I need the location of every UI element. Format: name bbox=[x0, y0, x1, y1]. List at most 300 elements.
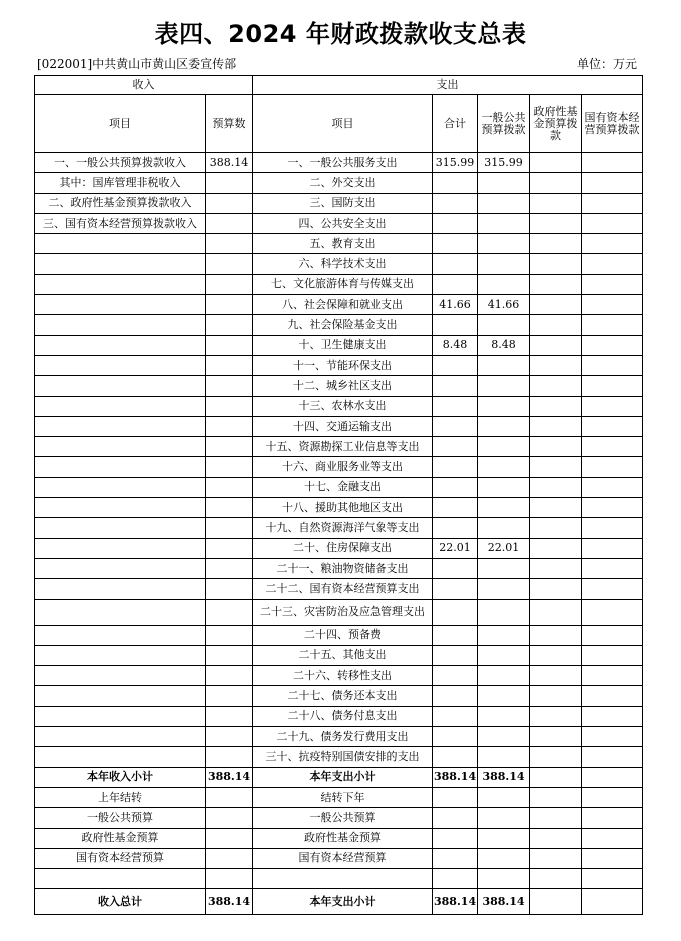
state-capital-cell bbox=[582, 518, 643, 538]
expense-total-cell: 41.66 bbox=[433, 295, 478, 315]
expense-total-cell: 8.48 bbox=[433, 335, 478, 355]
expense-total-cell bbox=[433, 645, 478, 665]
fund-budget-cell bbox=[530, 767, 582, 787]
expense-total-cell bbox=[433, 518, 478, 538]
income-budget-cell bbox=[206, 254, 253, 274]
income-item-cell bbox=[35, 706, 206, 726]
fund-budget-header: 政府性基金预算拨款 bbox=[530, 95, 582, 153]
income-item-cell bbox=[35, 315, 206, 335]
fund-budget-cell bbox=[530, 416, 582, 436]
state-capital-cell bbox=[582, 396, 643, 416]
state-capital-cell bbox=[582, 295, 643, 315]
expense-item-cell: 八、社会保障和就业支出 bbox=[253, 295, 433, 315]
expense-total-cell: 22.01 bbox=[433, 538, 478, 558]
income-item-cell: 三、国有资本经营预算拨款收入 bbox=[35, 213, 206, 233]
state-capital-cell bbox=[582, 767, 643, 787]
expense-total-cell bbox=[433, 254, 478, 274]
table-row bbox=[35, 376, 643, 396]
fund-budget-cell bbox=[530, 295, 582, 315]
general-budget-header: 一般公共预算拨款 bbox=[478, 95, 530, 153]
expense-total-cell bbox=[433, 666, 478, 686]
table-row bbox=[35, 274, 643, 294]
table-row bbox=[35, 498, 643, 518]
income-item-cell bbox=[35, 666, 206, 686]
state-capital-cell bbox=[582, 706, 643, 726]
table-row bbox=[35, 254, 643, 274]
expense-item-cell: 六、科学技术支出 bbox=[253, 254, 433, 274]
expense-total-cell bbox=[433, 848, 478, 868]
expense-item-cell: 二十四、预备费 bbox=[253, 625, 433, 645]
general-budget-cell bbox=[478, 645, 530, 665]
general-budget-cell bbox=[478, 787, 530, 807]
income-item-cell bbox=[35, 396, 206, 416]
income-item-cell bbox=[35, 498, 206, 518]
expense-item-cell: 四、公共安全支出 bbox=[253, 213, 433, 233]
state-capital-cell bbox=[582, 666, 643, 686]
fund-budget-cell bbox=[530, 645, 582, 665]
expense-total-cell bbox=[433, 274, 478, 294]
income-item-cell: 一般公共预算 bbox=[35, 808, 206, 828]
general-budget-cell bbox=[478, 558, 530, 578]
state-capital-cell bbox=[582, 274, 643, 294]
table-row bbox=[35, 234, 643, 254]
header-row-2 bbox=[35, 95, 643, 153]
income-budget-cell bbox=[206, 193, 253, 213]
budget-table bbox=[34, 75, 643, 915]
income-item-cell bbox=[35, 558, 206, 578]
income-item-cell bbox=[35, 538, 206, 558]
income-header: 收入 bbox=[35, 76, 253, 95]
income-budget-cell bbox=[206, 848, 253, 868]
table-row bbox=[35, 335, 643, 355]
income-budget-cell bbox=[206, 625, 253, 645]
fund-budget-cell bbox=[530, 254, 582, 274]
carry-row bbox=[35, 848, 643, 868]
general-budget-cell bbox=[478, 727, 530, 747]
fund-budget-cell bbox=[530, 808, 582, 828]
state-capital-cell bbox=[582, 355, 643, 375]
expense-total-cell bbox=[433, 355, 478, 375]
general-budget-cell: 388.14 bbox=[478, 767, 530, 787]
table-row bbox=[35, 747, 643, 767]
table-row bbox=[35, 727, 643, 747]
state-capital-cell bbox=[582, 498, 643, 518]
fund-budget-cell bbox=[530, 396, 582, 416]
budget-header: 预算数 bbox=[206, 95, 253, 153]
state-capital-cell bbox=[582, 645, 643, 665]
income-budget-cell bbox=[206, 747, 253, 767]
general-budget-cell: 8.48 bbox=[478, 335, 530, 355]
fund-budget-cell bbox=[530, 498, 582, 518]
expense-item-cell: 十三、农林水支出 bbox=[253, 396, 433, 416]
expense-total-cell bbox=[433, 498, 478, 518]
state-capital-cell bbox=[582, 234, 643, 254]
expense-item-cell: 一、一般公共服务支出 bbox=[253, 153, 433, 173]
general-budget-cell bbox=[478, 706, 530, 726]
income-item-cell bbox=[35, 295, 206, 315]
table-row bbox=[35, 437, 643, 457]
fund-budget-cell bbox=[530, 335, 582, 355]
income-budget-cell bbox=[206, 727, 253, 747]
income-budget-cell bbox=[206, 498, 253, 518]
total-header: 合计 bbox=[433, 95, 478, 153]
income-budget-cell bbox=[206, 315, 253, 335]
expense-total-cell bbox=[433, 213, 478, 233]
expense-total-cell bbox=[433, 396, 478, 416]
income-budget-cell bbox=[206, 437, 253, 457]
expense-total-cell bbox=[433, 315, 478, 335]
table-row bbox=[35, 396, 643, 416]
fund-budget-cell bbox=[530, 173, 582, 193]
table-row bbox=[35, 706, 643, 726]
general-budget-cell bbox=[478, 234, 530, 254]
expense-item-cell: 二十七、债务还本支出 bbox=[253, 686, 433, 706]
income-budget-cell bbox=[206, 518, 253, 538]
state-capital-cell bbox=[582, 457, 643, 477]
income-item-cell: 政府性基金预算 bbox=[35, 828, 206, 848]
expense-total-cell bbox=[433, 193, 478, 213]
expense-item-cell: 三十、抗疫特别国债安排的支出 bbox=[253, 747, 433, 767]
general-budget-cell: 41.66 bbox=[478, 295, 530, 315]
general-budget-cell bbox=[478, 477, 530, 497]
general-budget-cell bbox=[478, 599, 530, 625]
fund-budget-cell bbox=[530, 437, 582, 457]
expense-item-cell: 十六、商业服务业等支出 bbox=[253, 457, 433, 477]
income-item-cell bbox=[35, 625, 206, 645]
fund-budget-cell bbox=[530, 518, 582, 538]
income-item-cell: 一、一般公共预算拨款收入 bbox=[35, 153, 206, 173]
table-row bbox=[35, 457, 643, 477]
table-row bbox=[35, 538, 643, 558]
fund-budget-cell bbox=[530, 869, 582, 889]
fund-budget-cell bbox=[530, 848, 582, 868]
state-capital-cell bbox=[582, 625, 643, 645]
fund-budget-cell bbox=[530, 747, 582, 767]
expense-total-cell: 315.99 bbox=[433, 153, 478, 173]
income-budget-cell bbox=[206, 666, 253, 686]
income-item-cell bbox=[35, 599, 206, 625]
expense-item-cell: 十二、城乡社区支出 bbox=[253, 376, 433, 396]
page-title: 表四、2024 年财政拨款收支总表 bbox=[154, 20, 527, 48]
table-row bbox=[35, 315, 643, 335]
fund-budget-cell bbox=[530, 274, 582, 294]
expense-item-cell: 五、教育支出 bbox=[253, 234, 433, 254]
expense-total-cell bbox=[433, 828, 478, 848]
state-capital-cell bbox=[582, 315, 643, 335]
table-row bbox=[35, 153, 643, 173]
expense-total-cell bbox=[433, 457, 478, 477]
general-budget-cell bbox=[478, 498, 530, 518]
state-capital-cell bbox=[582, 193, 643, 213]
income-item-cell bbox=[35, 747, 206, 767]
expense-item-cell: 本年支出小计 bbox=[253, 767, 433, 787]
carry-row bbox=[35, 787, 643, 807]
unit-label: 单位：万元 bbox=[576, 57, 637, 71]
expense-total-cell bbox=[433, 747, 478, 767]
table-row bbox=[35, 295, 643, 315]
expense-total-cell: 388.14 bbox=[433, 767, 478, 787]
expense-header: 支出 bbox=[253, 76, 643, 95]
state-capital-cell bbox=[582, 747, 643, 767]
fund-budget-cell bbox=[530, 625, 582, 645]
table-row bbox=[35, 173, 643, 193]
fund-budget-cell bbox=[530, 599, 582, 625]
income-item-cell: 本年收入小计 bbox=[35, 767, 206, 787]
income-item-cell bbox=[35, 477, 206, 497]
general-budget-cell bbox=[478, 747, 530, 767]
income-item-cell: 国有资本经营预算 bbox=[35, 848, 206, 868]
table-row bbox=[35, 416, 643, 436]
table-row bbox=[35, 686, 643, 706]
table-row bbox=[35, 579, 643, 599]
carry-row bbox=[35, 828, 643, 848]
fund-budget-cell bbox=[530, 376, 582, 396]
expense-item-cell bbox=[253, 869, 433, 889]
department-label: [022001]中共黄山市黄山区委宣传部 bbox=[37, 57, 237, 71]
fund-budget-cell bbox=[530, 193, 582, 213]
general-budget-cell bbox=[478, 213, 530, 233]
expense-item-cell: 十九、自然资源海洋气象等支出 bbox=[253, 518, 433, 538]
table-row bbox=[35, 213, 643, 233]
expense-total-cell bbox=[433, 686, 478, 706]
expense-item-cell: 二十八、债务付息支出 bbox=[253, 706, 433, 726]
income-budget-cell bbox=[206, 579, 253, 599]
income-budget-cell bbox=[206, 869, 253, 889]
expense-item-cell: 十八、援助其他地区支出 bbox=[253, 498, 433, 518]
income-item-cell bbox=[35, 518, 206, 538]
income-item-cell bbox=[35, 376, 206, 396]
income-budget-cell bbox=[206, 558, 253, 578]
income-budget-cell bbox=[206, 416, 253, 436]
state-capital-cell bbox=[582, 335, 643, 355]
expense-item-cell: 二十五、其他支出 bbox=[253, 645, 433, 665]
state-capital-cell bbox=[582, 254, 643, 274]
expense-item-cell: 本年支出小计 bbox=[253, 889, 433, 915]
fund-budget-cell bbox=[530, 315, 582, 335]
general-budget-cell bbox=[478, 254, 530, 274]
income-budget-cell: 388.14 bbox=[206, 889, 253, 915]
income-item-cell: 二、政府性基金预算拨款收入 bbox=[35, 193, 206, 213]
general-budget-cell: 388.14 bbox=[478, 889, 530, 915]
general-budget-cell bbox=[478, 625, 530, 645]
expense-total-cell bbox=[433, 727, 478, 747]
subtotal-row bbox=[35, 767, 643, 787]
income-item-cell: 上年结转 bbox=[35, 787, 206, 807]
expense-total-cell: 388.14 bbox=[433, 889, 478, 915]
income-budget-cell bbox=[206, 274, 253, 294]
expense-item-cell: 十四、交通运输支出 bbox=[253, 416, 433, 436]
expense-total-cell bbox=[433, 625, 478, 645]
income-budget-cell bbox=[206, 396, 253, 416]
general-budget-cell bbox=[478, 173, 530, 193]
expense-total-cell bbox=[433, 706, 478, 726]
fund-budget-cell bbox=[530, 538, 582, 558]
fund-budget-cell bbox=[530, 666, 582, 686]
fund-budget-cell bbox=[530, 686, 582, 706]
state-capital-cell bbox=[582, 808, 643, 828]
general-budget-cell bbox=[478, 808, 530, 828]
expense-total-cell bbox=[433, 416, 478, 436]
general-budget-cell bbox=[478, 315, 530, 335]
expense-item-cell: 十七、金融支出 bbox=[253, 477, 433, 497]
expense-total-cell bbox=[433, 234, 478, 254]
income-budget-cell bbox=[206, 599, 253, 625]
state-capital-header: 国有资本经营预算拨款 bbox=[582, 95, 643, 153]
state-capital-cell bbox=[582, 579, 643, 599]
general-budget-cell: 315.99 bbox=[478, 153, 530, 173]
fund-budget-cell bbox=[530, 234, 582, 254]
income-budget-cell bbox=[206, 787, 253, 807]
income-budget-cell bbox=[206, 335, 253, 355]
state-capital-cell bbox=[582, 153, 643, 173]
header-row-1 bbox=[35, 76, 643, 95]
expense-total-cell bbox=[433, 558, 478, 578]
state-capital-cell bbox=[582, 869, 643, 889]
table-row bbox=[35, 645, 643, 665]
table-row bbox=[35, 599, 643, 625]
general-budget-cell bbox=[478, 437, 530, 457]
income-item-cell bbox=[35, 437, 206, 457]
table-row bbox=[35, 558, 643, 578]
expense-item-cell: 二十六、转移性支出 bbox=[253, 666, 433, 686]
income-item-cell: 其中：国库管理非税收入 bbox=[35, 173, 206, 193]
expense-total-cell bbox=[433, 808, 478, 828]
income-item-cell bbox=[35, 457, 206, 477]
income-item-cell bbox=[35, 869, 206, 889]
income-item-cell bbox=[35, 254, 206, 274]
income-budget-cell bbox=[206, 173, 253, 193]
income-budget-cell bbox=[206, 828, 253, 848]
income-budget-cell bbox=[206, 686, 253, 706]
expense-item-cell: 结转下年 bbox=[253, 787, 433, 807]
income-budget-cell: 388.14 bbox=[206, 153, 253, 173]
grand-total-row bbox=[35, 889, 643, 915]
income-budget-cell bbox=[206, 645, 253, 665]
expense-item-cell: 九、社会保险基金支出 bbox=[253, 315, 433, 335]
state-capital-cell bbox=[582, 828, 643, 848]
state-capital-cell bbox=[582, 538, 643, 558]
income-budget-cell bbox=[206, 295, 253, 315]
state-capital-cell bbox=[582, 848, 643, 868]
fund-budget-cell bbox=[530, 355, 582, 375]
fund-budget-cell bbox=[530, 558, 582, 578]
general-budget-cell bbox=[478, 518, 530, 538]
expense-item-cell: 国有资本经营预算 bbox=[253, 848, 433, 868]
expense-item-cell: 二十九、债务发行费用支出 bbox=[253, 727, 433, 747]
general-budget-cell bbox=[478, 376, 530, 396]
income-budget-cell bbox=[206, 538, 253, 558]
general-budget-cell bbox=[478, 848, 530, 868]
general-budget-cell bbox=[478, 274, 530, 294]
state-capital-cell bbox=[582, 686, 643, 706]
carry-row bbox=[35, 808, 643, 828]
expense-item-cell: 二十一、粮油物资储备支出 bbox=[253, 558, 433, 578]
income-item-cell bbox=[35, 686, 206, 706]
fund-budget-cell bbox=[530, 828, 582, 848]
fund-budget-cell bbox=[530, 477, 582, 497]
income-budget-cell bbox=[206, 706, 253, 726]
state-capital-cell bbox=[582, 213, 643, 233]
expense-item-cell: 七、文化旅游体育与传媒支出 bbox=[253, 274, 433, 294]
general-budget-cell bbox=[478, 193, 530, 213]
table-row bbox=[35, 666, 643, 686]
expense-total-cell bbox=[433, 579, 478, 599]
fund-budget-cell bbox=[530, 213, 582, 233]
table-row bbox=[35, 518, 643, 538]
fund-budget-cell bbox=[530, 706, 582, 726]
expense-item-cell: 一般公共预算 bbox=[253, 808, 433, 828]
income-item-cell bbox=[35, 727, 206, 747]
table-row bbox=[35, 625, 643, 645]
state-capital-cell bbox=[582, 599, 643, 625]
general-budget-cell bbox=[478, 828, 530, 848]
expense-total-cell bbox=[433, 437, 478, 457]
general-budget-cell bbox=[478, 666, 530, 686]
income-item-cell: 收入总计 bbox=[35, 889, 206, 915]
expense-total-cell bbox=[433, 477, 478, 497]
fund-budget-cell bbox=[530, 889, 582, 915]
general-budget-cell bbox=[478, 686, 530, 706]
expense-item-cell: 三、国防支出 bbox=[253, 193, 433, 213]
state-capital-cell bbox=[582, 437, 643, 457]
expense-total-cell bbox=[433, 869, 478, 889]
expense-item-cell: 十、卫生健康支出 bbox=[253, 335, 433, 355]
expense-item-cell: 十一、节能环保支出 bbox=[253, 355, 433, 375]
expense-total-cell bbox=[433, 599, 478, 625]
expense-item-cell: 二十三、灾害防治及应急管理支出 bbox=[253, 599, 433, 625]
fund-budget-cell bbox=[530, 787, 582, 807]
income-item-cell bbox=[35, 645, 206, 665]
state-capital-cell bbox=[582, 376, 643, 396]
table-row bbox=[35, 355, 643, 375]
general-budget-cell bbox=[478, 457, 530, 477]
income-item-cell bbox=[35, 234, 206, 254]
expense-total-cell bbox=[433, 376, 478, 396]
income-budget-cell bbox=[206, 477, 253, 497]
income-budget-cell bbox=[206, 376, 253, 396]
expense-item-header: 项目 bbox=[253, 95, 433, 153]
table-row bbox=[35, 193, 643, 213]
general-budget-cell: 22.01 bbox=[478, 538, 530, 558]
fund-budget-cell bbox=[530, 579, 582, 599]
general-budget-cell bbox=[478, 355, 530, 375]
income-item-cell bbox=[35, 335, 206, 355]
state-capital-cell bbox=[582, 477, 643, 497]
income-budget-cell bbox=[206, 808, 253, 828]
income-item-cell bbox=[35, 274, 206, 294]
expense-item-cell: 政府性基金预算 bbox=[253, 828, 433, 848]
income-budget-cell bbox=[206, 213, 253, 233]
state-capital-cell bbox=[582, 558, 643, 578]
fund-budget-cell bbox=[530, 457, 582, 477]
income-budget-cell bbox=[206, 234, 253, 254]
income-item-header: 项目 bbox=[35, 95, 206, 153]
general-budget-cell bbox=[478, 396, 530, 416]
income-item-cell bbox=[35, 355, 206, 375]
expense-item-cell: 二、外交支出 bbox=[253, 173, 433, 193]
state-capital-cell bbox=[582, 889, 643, 915]
general-budget-cell bbox=[478, 416, 530, 436]
general-budget-cell bbox=[478, 579, 530, 599]
income-item-cell bbox=[35, 416, 206, 436]
fund-budget-cell bbox=[530, 153, 582, 173]
income-budget-cell bbox=[206, 355, 253, 375]
state-capital-cell bbox=[582, 787, 643, 807]
expense-total-cell bbox=[433, 787, 478, 807]
state-capital-cell bbox=[582, 173, 643, 193]
expense-total-cell bbox=[433, 173, 478, 193]
income-item-cell bbox=[35, 579, 206, 599]
